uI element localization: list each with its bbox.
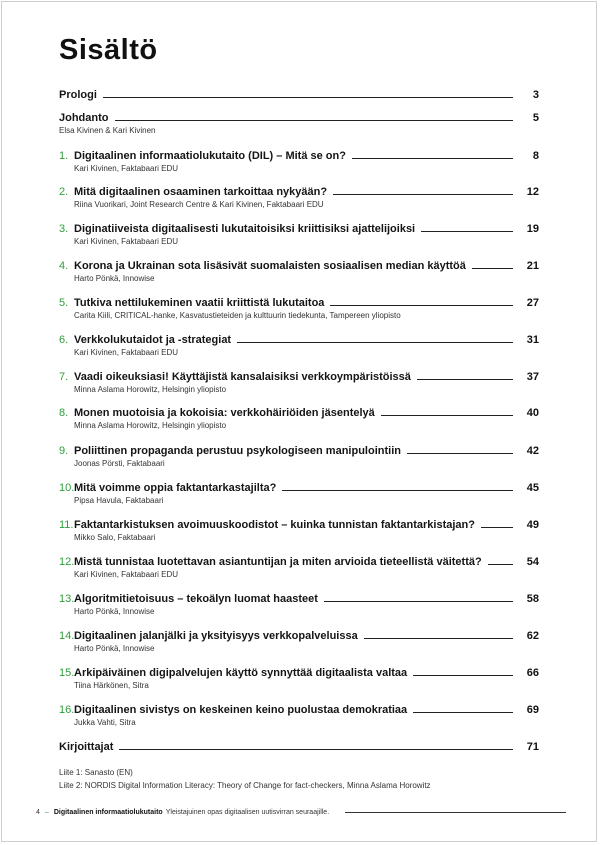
chapter-author: Harto Pönkä, Innowise	[74, 644, 155, 653]
leader-line	[488, 564, 513, 565]
leader-line	[103, 97, 513, 98]
chapter-author: Kari Kivinen, Faktabaari EDU	[74, 348, 179, 357]
toc-page-number: 8	[532, 150, 539, 162]
chapter-number: 16.	[59, 704, 75, 716]
leader-line	[237, 342, 513, 343]
toc-page-number: 19	[526, 223, 539, 235]
toc-chapter[interactable]	[59, 148, 539, 173]
chapter-title: Vaadi oikeuksiasi! Käyttäjistä kansalaisiksi verkkoympäristöissä	[74, 371, 411, 383]
chapter-number: 3.	[59, 223, 69, 235]
leader-line	[413, 675, 513, 676]
chapter-author: Pipsa Havula, Faktabaari	[74, 496, 164, 505]
leader-line	[282, 490, 513, 491]
leader-line	[407, 453, 513, 454]
chapter-author: Riina Vuorikari, Joint Research Centre & Kari Kivinen, Faktabaari EDU	[74, 200, 324, 209]
toc-page-number: 5	[532, 112, 539, 124]
leader-line	[421, 231, 513, 232]
toc-page-number: 71	[526, 741, 539, 753]
toc-entry-prologue[interactable]	[59, 87, 539, 101]
toc-chapter[interactable]	[59, 184, 539, 209]
footer-dash: –	[44, 809, 49, 816]
chapter-number: 8.	[59, 407, 69, 419]
toc-page-number: 21	[526, 260, 539, 272]
chapter-title: Algoritmitietoisuus – tekoälyn luomat haasteet	[74, 593, 318, 605]
toc-page-number: 66	[526, 667, 539, 679]
leader-line	[119, 749, 513, 750]
leader-line	[333, 194, 513, 195]
chapter-number: 14.	[59, 630, 75, 642]
toc-page-number: 31	[526, 334, 539, 346]
appendix-item[interactable]: Liite 1: Sanasto (EN)	[59, 768, 133, 777]
leader-line	[481, 527, 513, 528]
chapter-number: 4.	[59, 260, 69, 272]
chapter-number: 11.	[59, 519, 74, 531]
toc-chapter[interactable]	[59, 295, 539, 320]
toc-page-number: 69	[526, 704, 539, 716]
chapter-author: Kari Kivinen, Faktabaari EDU	[74, 164, 179, 173]
toc-chapter[interactable]	[59, 258, 539, 283]
chapter-title: Digitaalinen jalanjälki ja yksityisyys verkkopalveluissa	[74, 630, 358, 642]
toc-chapter[interactable]	[59, 221, 539, 246]
chapter-author: Jukka Vahti, Sitra	[74, 718, 136, 727]
leader-line	[324, 601, 513, 602]
toc-page-number: 45	[526, 482, 539, 494]
toc-entry-title: Johdanto	[59, 112, 109, 124]
chapter-author: Harto Pönkä, Innowise	[74, 274, 155, 283]
footer-page-number: 4	[36, 809, 40, 816]
page-title: Sisältö	[59, 34, 158, 66]
chapter-title: Faktantarkistuksen avoimuuskoodistot – kuinka tunnistan faktantarkistajan?	[74, 519, 475, 531]
toc-entry-introduction[interactable]	[59, 110, 539, 135]
chapter-author: Joonas Pörsti, Faktabaari	[74, 459, 165, 468]
footer-publication-title: Digitaalinen informaatiolukutaito	[53, 809, 163, 816]
leader-line	[364, 638, 513, 639]
chapter-title: Arkipäiväinen digipalvelujen käyttö synnyttää digitaalista valtaa	[74, 667, 408, 679]
toc-page-number: 3	[532, 89, 539, 101]
leader-line	[417, 379, 513, 380]
toc-page-number: 54	[526, 556, 539, 568]
leader-line	[330, 305, 513, 306]
chapter-author: Carita Kiili, CRITICAL-hanke, Kasvatustieteiden ja kulttuurin tiedekunta, Tampereen yliopisto	[74, 311, 401, 320]
page-footer	[36, 809, 566, 816]
chapter-title: Mistä tunnistaa luotettavan asiantuntijan ja miten arvioida tieteellistä väitettä?	[74, 556, 482, 568]
toc-chapter[interactable]	[59, 517, 539, 542]
toc-chapter[interactable]	[59, 665, 539, 690]
chapter-title: Mitä voimme oppia faktantarkastajilta?	[74, 482, 277, 494]
chapter-title: Digitaalinen sivistys on keskeinen keino puolustaa demokratiaa	[74, 704, 408, 716]
toc-entry-author: Elsa Kivinen & Kari Kivinen	[59, 126, 156, 135]
chapter-number: 7.	[59, 371, 69, 383]
chapter-title: Korona ja Ukrainan sota lisäsivät suomalaisten sosiaalisen median käyttöä	[74, 260, 466, 272]
appendix-item[interactable]: Liite 2: NORDIS Digital Information Literacy: Theory of Change for fact-checkers, Minna Aslama Horowitz	[59, 781, 431, 790]
chapter-number: 15.	[59, 667, 75, 679]
toc-chapter[interactable]	[59, 554, 539, 579]
chapter-title: Verkkolukutaidot ja -strategiat	[74, 334, 232, 346]
leader-line	[381, 415, 513, 416]
leader-line	[115, 120, 514, 121]
toc-chapter[interactable]	[59, 702, 539, 727]
toc-chapter[interactable]	[59, 369, 539, 394]
chapter-number: 5.	[59, 297, 69, 309]
chapter-title: Monen muotoisia ja kokoisia: verkkohäiriöiden jäsentelyä	[74, 407, 375, 419]
toc-page-number: 42	[526, 445, 539, 457]
chapter-author: Mikko Salo, Faktabaari	[74, 533, 156, 542]
chapter-author: Kari Kivinen, Faktabaari EDU	[74, 570, 179, 579]
toc-chapter[interactable]	[59, 480, 539, 505]
leader-line	[352, 158, 513, 159]
chapter-number: 1.	[59, 150, 69, 162]
toc-chapter[interactable]	[59, 405, 539, 430]
chapter-title: Mitä digitaalinen osaaminen tarkoittaa nykyään?	[74, 186, 328, 198]
chapter-number: 9.	[59, 445, 69, 457]
toc-entry-title: Kirjoittajat	[59, 741, 114, 753]
footer-rule	[345, 812, 566, 813]
toc-page-number: 62	[526, 630, 539, 642]
toc-chapter[interactable]	[59, 332, 539, 357]
toc-page-number: 12	[526, 186, 539, 198]
chapter-author: Tiina Härkönen, Sitra	[74, 681, 149, 690]
toc-chapter[interactable]	[59, 628, 539, 653]
chapter-number: 13.	[59, 593, 75, 605]
leader-line	[472, 268, 513, 269]
toc-entry-title: Prologi	[59, 89, 97, 101]
chapter-number: 10.	[59, 482, 75, 494]
chapter-title: Digitaalinen informaatiolukutaito (DIL) – Mitä se on?	[74, 150, 346, 162]
toc-chapter[interactable]	[59, 591, 539, 616]
chapter-number: 12.	[59, 556, 75, 568]
toc-chapter[interactable]	[59, 443, 539, 468]
chapter-number: 2.	[59, 186, 69, 198]
chapter-author: Kari Kivinen, Faktabaari EDU	[74, 237, 179, 246]
chapter-author: Minna Aslama Horowitz, Helsingin yliopisto	[74, 421, 227, 430]
footer-subtitle: Yleistajuinen opas digitaalisen uutisvirran seuraajille.	[165, 809, 330, 816]
toc-page-number: 58	[526, 593, 539, 605]
toc-page-number: 37	[526, 371, 539, 383]
leader-line	[413, 712, 513, 713]
chapter-title: Tutkiva nettilukeminen vaatii kriittistä lukutaitoa	[74, 297, 325, 309]
chapter-author: Harto Pönkä, Innowise	[74, 607, 155, 616]
toc-entry-authors[interactable]	[59, 739, 539, 753]
chapter-author: Minna Aslama Horowitz, Helsingin yliopisto	[74, 385, 227, 394]
chapter-title: Poliittinen propaganda perustuu psykologiseen manipulointiin	[74, 445, 401, 457]
toc-page-number: 27	[526, 297, 539, 309]
toc-page-number: 49	[526, 519, 539, 531]
toc-page-number: 40	[526, 407, 539, 419]
chapter-number: 6.	[59, 334, 69, 346]
chapter-title: Diginatiiveista digitaalisesti lukutaitoisiksi kriittisiksi ajattelijoiksi	[74, 223, 416, 235]
